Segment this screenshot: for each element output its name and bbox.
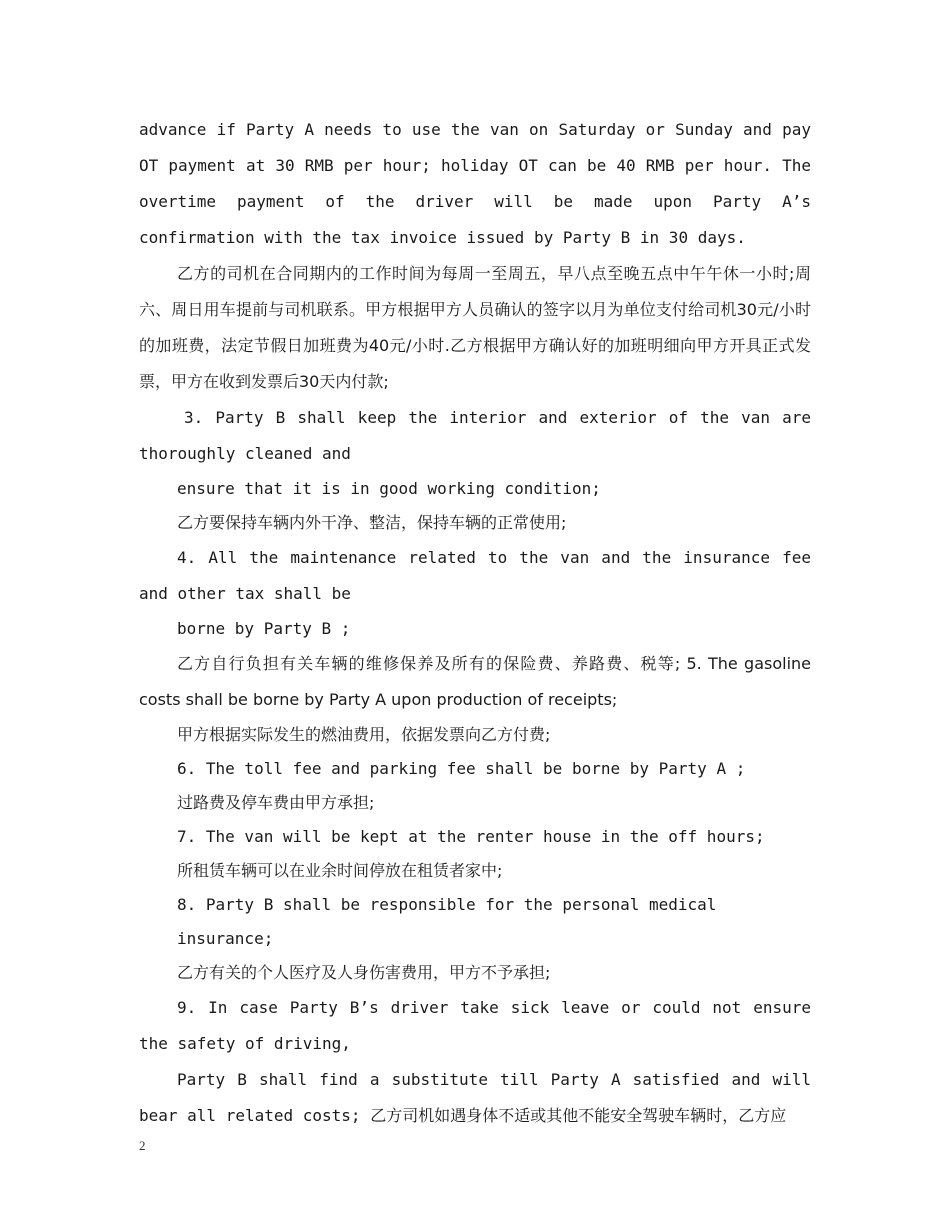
paragraph-overtime-chinese: 乙方的司机在合同期内的工作时间为每周一至周五，早八点至晚五点中午午休一小时;周六、周日用车提前与司机联系。甲方根据甲方人员确认的签字以月为单位支付给司机30元/小时的加班费，法定节假日加班费为40元/小时.乙方根据甲方确认好的加班明细向甲方开具正式发票，甲方在收到发票后30天内付款; <box>139 264 811 391</box>
paragraph-clause-8-english: 8. Party B shall be responsible for the personal medical insurance; <box>177 895 717 948</box>
page-number: 2 <box>139 1138 146 1153</box>
paragraph-overtime-english: advance if Party A needs to use the van on Saturday or Sunday and pay OT payment at 30 RMB per hour; holiday OT can be 40 RMB per hour. The overtime payment of the driver will be made upon Party A’s confirmation with the tax invoice issued by Party B in 30 days. <box>139 120 811 247</box>
paragraph-clause-9-continued: Party B shall find a substitute till Party A satisfied and will bear all related costs; 乙方司机如遇身体不适或其他不能安全驾驶车辆时，乙方应 <box>139 1070 811 1125</box>
paragraph-clause-3-english: 3. Party B shall keep the interior and exterior of the van are thoroughly cleaned and <box>139 408 811 463</box>
paragraph-clause-4-continued: borne by Party B ; <box>177 619 351 638</box>
paragraph-clause-8-chinese: 乙方有关的个人医疗及人身伤害费用，甲方不予承担; <box>177 963 551 982</box>
paragraph-clause-4-chinese-clause-5-english: 乙方自行负担有关车辆的维修保养及所有的保险费、养路费、税等; 5. The gasoline costs shall be borne by Party A upon production of receipts; <box>139 654 811 709</box>
paragraph-clause-5-chinese: 甲方根据实际发生的燃油费用，依据发票向乙方付费; <box>177 725 551 744</box>
paragraph-clause-7-english: 7. The van will be kept at the renter house in the off hours; <box>177 827 765 846</box>
paragraph-clause-6-english: 6. The toll fee and parking fee shall be borne by Party A ; <box>177 759 746 778</box>
paragraph-clause-4-english: 4. All the maintenance related to the van and the insurance fee and other tax shall be <box>139 548 811 603</box>
paragraph-clause-3-continued: ensure that it is in good working condition; <box>177 479 601 498</box>
paragraph-clause-6-chinese: 过路费及停车费由甲方承担; <box>177 793 375 812</box>
paragraph-clause-7-chinese: 所租赁车辆可以在业余时间停放在租赁者家中; <box>177 861 503 880</box>
paragraph-clause-3-chinese: 乙方要保持车辆内外干净、整洁，保持车辆的正常使用; <box>177 513 567 532</box>
document-body <box>139 112 811 1134</box>
paragraph-clause-9-english: 9. In case Party B’s driver take sick leave or could not ensure the safety of driving, <box>139 998 811 1053</box>
